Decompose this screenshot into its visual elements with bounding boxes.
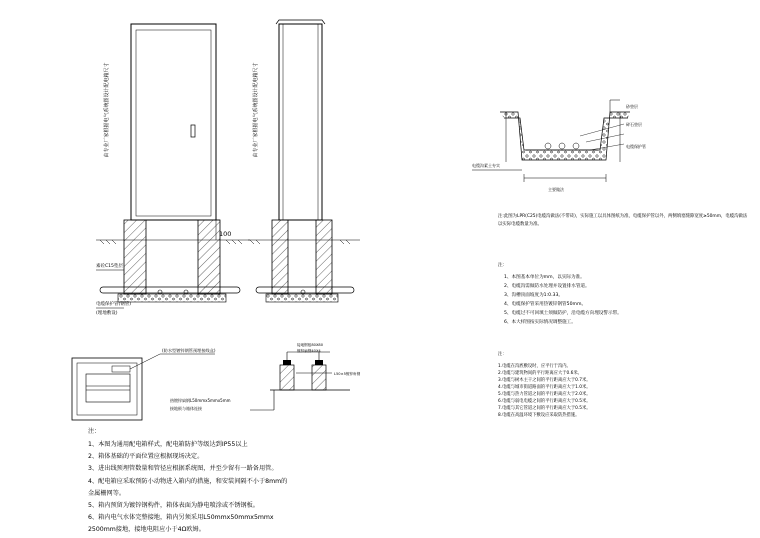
concrete-label: 素砼C15垫层 [96, 264, 123, 269]
notes-bottom-item: 3、进出线预埋管数量和管径应根据系统图，并至少留有一路备用管。 [88, 465, 278, 472]
notes-middle-item: 4、电缆保护管采用热镀锌钢管50mm。 [504, 302, 587, 307]
cabinet-front-view [96, 24, 250, 316]
notes-right-item: 3.电缆与树木主干之间的平行距离应大于0.7米。 [498, 378, 591, 383]
trench-section [472, 100, 646, 192]
detail-label-2: 镀锌扁钢40X4 [297, 349, 321, 353]
plan-right-label-2: 接地极与箱体连接 [170, 406, 202, 411]
front-side-label: 由专业厂家根据电气系统图设计配电箱尺寸 [104, 62, 110, 158]
plan-right-label-1: 热镀锌扁钢L50mmx5mmx5mm [170, 398, 231, 403]
trench-label-1: 碎石垫层 [626, 122, 642, 127]
cabinet-side-view [248, 20, 360, 302]
notes-right-item: 6.电缆与弱电电缆之间的平行距离应大于0.5米。 [498, 399, 591, 404]
detail-label-1: 接地钢板80X80 [297, 343, 323, 347]
notes-right-item: 7.电缆与其它管道之间的平行距离应大于0.5米。 [498, 406, 591, 411]
notes-middle-item: 2、电缆沟需做防水处理并设置排水管道。 [504, 284, 590, 289]
ground-label: 电缆保护管(钢管) [96, 302, 132, 307]
ground-sub-label: (埋地敷设) [96, 311, 118, 316]
notes-right-item: 8.电缆在高温环境下敷设应采取防热措施。 [498, 413, 580, 418]
trench-label-2: 电缆保护管 [626, 144, 646, 149]
trench-label-0: 砂垫层 [626, 104, 638, 109]
notes-right-item: 2.电缆与建筑物间的平行距离应大于0.6米。 [498, 371, 582, 376]
notes-bottom-item: 2、箱体基础的平面位置应根据现场决定。 [88, 453, 204, 460]
notes-middle-item: 6、本大样图按实际情况调整施工。 [504, 320, 576, 325]
notes-middle-heading: 注： [498, 263, 508, 268]
notes-middle-item: 1、本图基本单位为mm，以实际为准。 [504, 275, 585, 280]
notes-right-item: 5.电缆与热力管道之间的平行距离应大于2.0米。 [498, 392, 591, 397]
side-label: 由专业厂家根据电气系统图设计配电箱尺寸 [253, 62, 259, 158]
notes-bottom-item: 4、配电箱应采取预防小动物进入箱内的措施，和安装间隔不小于8mm的 [88, 478, 288, 485]
notes-middle-item: 5、电缆过不可回填土须做防护，沿电缆方向埋设警示带。 [504, 311, 622, 316]
notes-bottom-item: 5、箱内预留为镀锌钢构件，箱体表面为静电喷涂或不锈钢板。 [88, 502, 259, 509]
notes-bottom-heading: 注： [88, 428, 101, 435]
notes-bottom-item: 1、本图为通用配电箱样式，配电箱防护等级达到IP55以上 [88, 441, 248, 448]
notes-right-item: 4.电缆与城市街道路面的平行距离应大于1.0米。 [498, 385, 591, 390]
notes-bottom-item: 金属栅网等。 [88, 490, 126, 497]
dim-100-label: 100 [219, 230, 232, 238]
notes-middle-item: 3、沟槽顶面坡度为1:0.33。 [504, 293, 563, 298]
notes-bottom-item: 6、箱内电气水体完整接地，箱内另须采用L50mmx50mmx5mmx [88, 514, 274, 521]
trench-note: 注:此图为LPR(C25)电缆沟做法(不带砖)，实际施工以具体图纸为准，电缆保护管以外，两侧填塞缝隙宽度≥50mm，电缆沟做法以实际电缆数量为准。 [498, 214, 748, 227]
notes-right-item: 1.电缆在沟底敷设时，应平行于沟内。 [498, 364, 571, 369]
trench-bottom-label: 主要做法 [548, 187, 564, 192]
detail-label-3: L50×5镀锌角钢 [334, 372, 361, 376]
trench-left-label: 电缆沟素土夯实 [472, 163, 500, 168]
plan-box-label: (防水型镀锌钢管预埋接线盒) [162, 348, 216, 353]
notes-right-heading: 注： [498, 352, 507, 357]
notes-bottom-item: 2500mm接地，接地电阻应小于4Ω欧姆。 [88, 526, 205, 533]
